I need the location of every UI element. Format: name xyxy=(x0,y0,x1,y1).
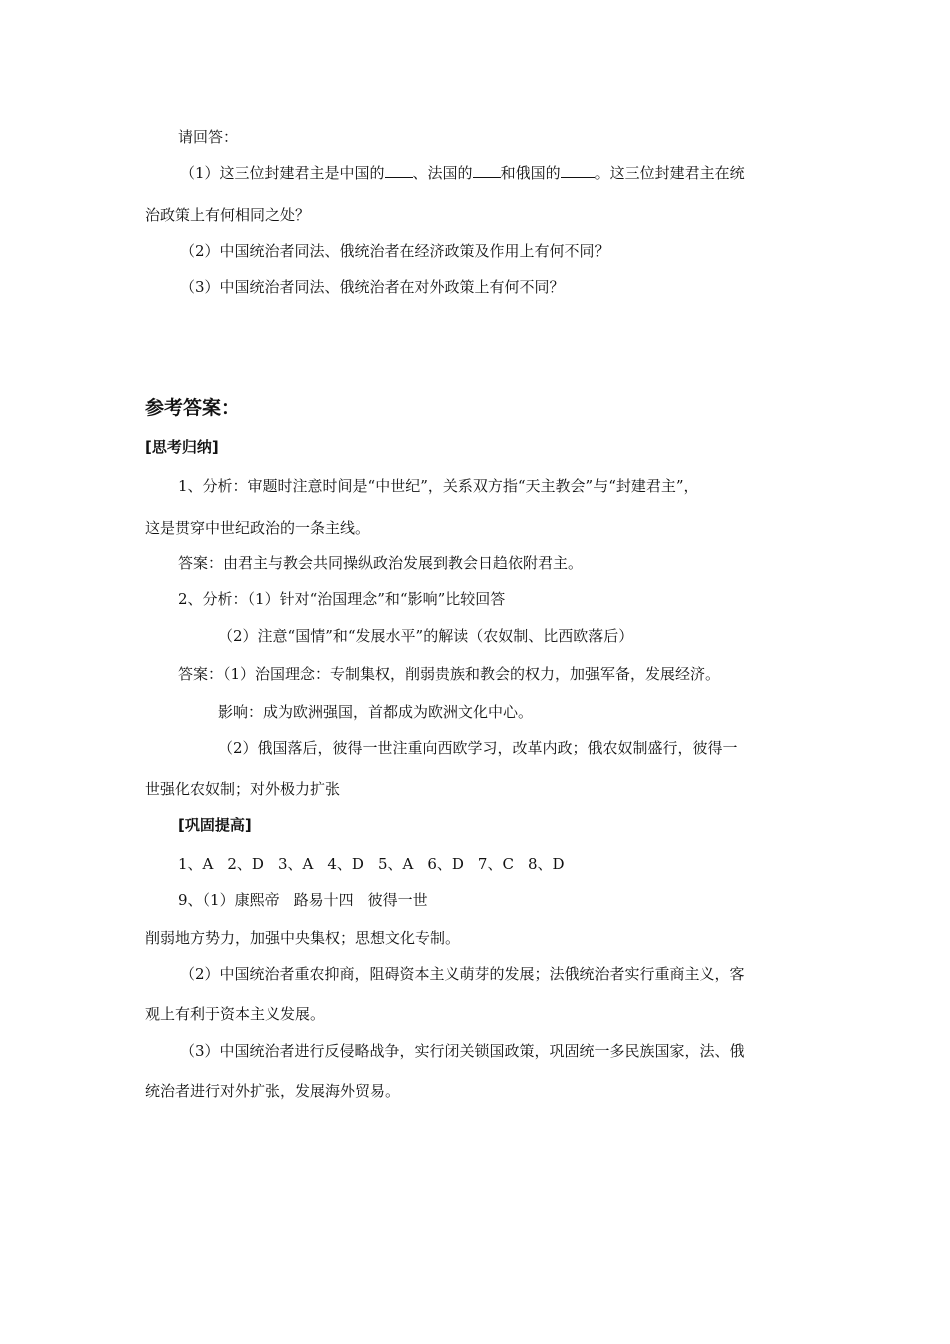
choice-answer: 8、D xyxy=(527,855,565,873)
q9-russia: 彼得一世 xyxy=(367,891,428,909)
choice-answer: 5、A xyxy=(377,855,414,873)
consolidation-line: 削弱地方势力，加强中央集权；思想文化专制。 xyxy=(145,929,461,947)
choice-answer: 1、A xyxy=(178,855,214,873)
answers-title: 参考答案： xyxy=(145,397,241,419)
summary-line: 2、分析：（1）针对“治国理念”和“影响”比较回答 xyxy=(178,590,506,608)
question-1-continued: 治政策上有何相同之处？ xyxy=(145,206,311,224)
choice-answer: 7、C xyxy=(477,855,514,873)
choice-answer: 2、D xyxy=(227,855,264,873)
question-1-text-d: 。这三位封建君主在统 xyxy=(594,164,745,182)
summary-line: 这是贯穿中世纪政治的一条主线。 xyxy=(145,519,371,537)
question-3: （3）中国统治者同法、俄统治者在对外政策上有何不同？ xyxy=(180,278,565,296)
question-9-answer xyxy=(178,890,428,910)
question-1-text-c: 和俄国的 xyxy=(500,164,561,182)
summary-line: 影响：成为欧洲强国，首都成为欧洲文化中心。 xyxy=(218,703,534,721)
question-1 xyxy=(180,163,745,183)
summary-line: 世强化农奴制；对外极力扩张 xyxy=(145,780,341,798)
question-1-text-a: （1）这三位封建君主是中国的 xyxy=(180,164,385,182)
summary-line: 1、分析：审题时注意时间是“中世纪”，关系双方指“天主教会”与“封建君主”， xyxy=(178,477,699,495)
q9-label: 9、（1）康熙帝 xyxy=(178,891,280,909)
consolidation-line: 统治者进行对外扩张，发展海外贸易。 xyxy=(145,1082,401,1100)
summary-line: 答案：由君主与教会共同操纵政治发展到教会日趋依附君主。 xyxy=(178,554,584,572)
question-2: （2）中国统治者同法、俄统治者在经济政策及作用上有何不同？ xyxy=(180,242,610,260)
consolidation-line: （3）中国统治者进行反侵略战争，实行闭关锁国政策，巩固统一多民族国家，法、俄 xyxy=(180,1042,745,1060)
section-heading-consolidation: [巩固提高] xyxy=(178,816,252,834)
blank-france xyxy=(473,163,501,178)
blank-russia xyxy=(561,163,595,178)
blank-china xyxy=(385,163,413,178)
consolidation-line: 观上有利于资本主义发展。 xyxy=(145,1005,326,1023)
consolidation-line: （2）中国统治者重农抑商，阻碍资本主义萌芽的发展；法俄统治者实行重商主义，客 xyxy=(180,965,745,983)
section-heading-summary: [思考归纳] xyxy=(145,438,219,456)
summary-line: （2）注意“国情”和“发展水平”的解读（农奴制、比西欧落后） xyxy=(218,627,634,645)
choice-answer: 3、A xyxy=(277,855,314,873)
summary-line: 答案：（1）治国理念：专制集权，削弱贵族和教会的权力，加强军备，发展经济。 xyxy=(178,665,721,683)
question-1-text-b: 、法国的 xyxy=(412,164,473,182)
choice-answer: 4、D xyxy=(327,855,364,873)
question-prompt: 请回答： xyxy=(178,128,239,146)
summary-line: （2）俄国落后，彼得一世注重向西欧学习，改革内政；俄农奴制盛行，彼得一 xyxy=(218,739,738,757)
q9-france: 路易十四 xyxy=(293,891,354,909)
choice-answer: 6、D xyxy=(427,855,464,873)
choice-answers xyxy=(178,854,565,874)
